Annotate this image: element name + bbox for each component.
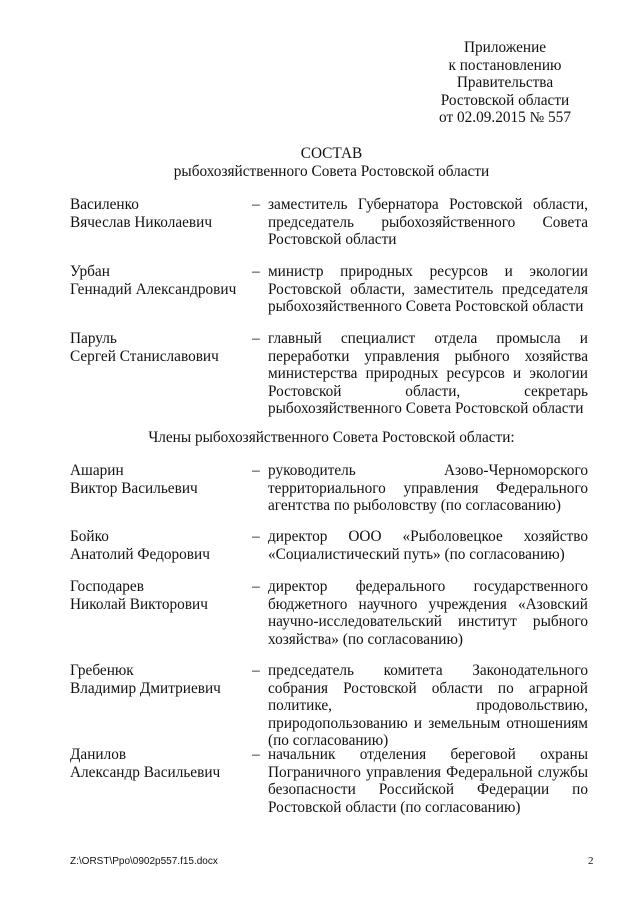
dash-separator: – xyxy=(252,578,260,595)
person-surname: Господарев xyxy=(70,578,144,595)
appendix-line: Ростовской области xyxy=(440,91,570,109)
person-name xyxy=(70,330,250,365)
person-name xyxy=(70,462,250,497)
person-name xyxy=(70,528,250,563)
person-name xyxy=(70,662,250,697)
dash-separator: – xyxy=(252,528,260,545)
members-heading: Члены рыбохозяйственного Совета Ростовской области: xyxy=(148,429,515,446)
person-surname: Василенко xyxy=(70,196,139,213)
person-name xyxy=(70,746,250,781)
person-given-names: Геннадий Александрович xyxy=(70,280,237,298)
person-role: министр природных ресурсов и экологии Ростовской области, заместитель председателя рыбохозяйственного Совета Ростовской области xyxy=(268,263,588,315)
person-surname: Паруль xyxy=(70,330,117,347)
person-role: руководитель Азово-Черноморского территориального управления Федерального агентства по рыболовству (по согласованию) xyxy=(268,462,588,514)
person-name xyxy=(70,578,250,613)
appendix-line: к постановлению xyxy=(448,56,562,74)
person-name xyxy=(70,196,250,231)
dash-separator: – xyxy=(252,196,260,213)
person-name xyxy=(70,263,250,298)
dash-separator: – xyxy=(252,330,260,347)
dash-separator: – xyxy=(252,263,260,280)
person-given-names: Николай Викторович xyxy=(70,595,208,613)
person-role: заместитель Губернатора Ростовской области, председатель рыбохозяйственного Совета Ростовской области xyxy=(268,196,588,248)
title-heading: СОСТАВ xyxy=(300,145,363,162)
person-given-names: Сергей Станиславович xyxy=(70,347,219,365)
person-role: председатель комитета Законодательного собрания Ростовской области по аграрной политике, продовольствию, природопользованию и земельным отношениям (по согласованию) xyxy=(268,662,588,749)
person-role: начальник отделения береговой охраны Пограничного управления Федеральной службы безопасности Российской Федерации по Ростовской области (по согласованию) xyxy=(268,746,588,816)
person-role: директор федерального государственного бюджетного научного учреждения «Азовский научно-исследовательский институт рыбного хозяйства» (по согласованию) xyxy=(268,578,588,648)
document-title xyxy=(0,145,640,180)
appendix-header xyxy=(405,39,605,127)
dash-separator: – xyxy=(252,462,260,479)
person-given-names: Владимир Дмитриевич xyxy=(70,679,221,697)
person-given-names: Александр Васильевич xyxy=(70,763,221,781)
page-number: 2 xyxy=(588,855,594,867)
person-given-names: Виктор Васильевич xyxy=(70,479,198,497)
appendix-line: Приложение xyxy=(463,39,547,56)
dash-separator: – xyxy=(252,746,260,763)
person-surname: Гребенюк xyxy=(70,662,134,679)
person-surname: Данилов xyxy=(70,746,127,763)
footer-file-path: Z:\ORST\Ppo\0902p557.f15.docx xyxy=(70,856,218,867)
person-surname: Урбан xyxy=(70,263,110,280)
person-surname: Бойко xyxy=(70,528,109,545)
person-role: главный специалист отдела промысла и переработки управления рыбного хозяйства министерства природных ресурсов и экологии Ростовской области, секретарь рыбохозяйственного Совета Ростовской области xyxy=(268,330,588,417)
person-surname: Ашарин xyxy=(70,462,124,479)
person-given-names: Анатолий Федорович xyxy=(70,545,210,563)
dash-separator: – xyxy=(252,662,260,679)
person-given-names: Вячеслав Николаевич xyxy=(70,213,213,231)
person-role: директор ООО «Рыболовецкое хозяйство «Социалистический путь» (по согласованию) xyxy=(268,528,588,563)
appendix-line: Правительства xyxy=(456,74,554,91)
appendix-line: от 02.09.2015 № 557 xyxy=(439,109,571,126)
title-subheading: рыбохозяйственного Совета Ростовской области xyxy=(173,162,490,180)
